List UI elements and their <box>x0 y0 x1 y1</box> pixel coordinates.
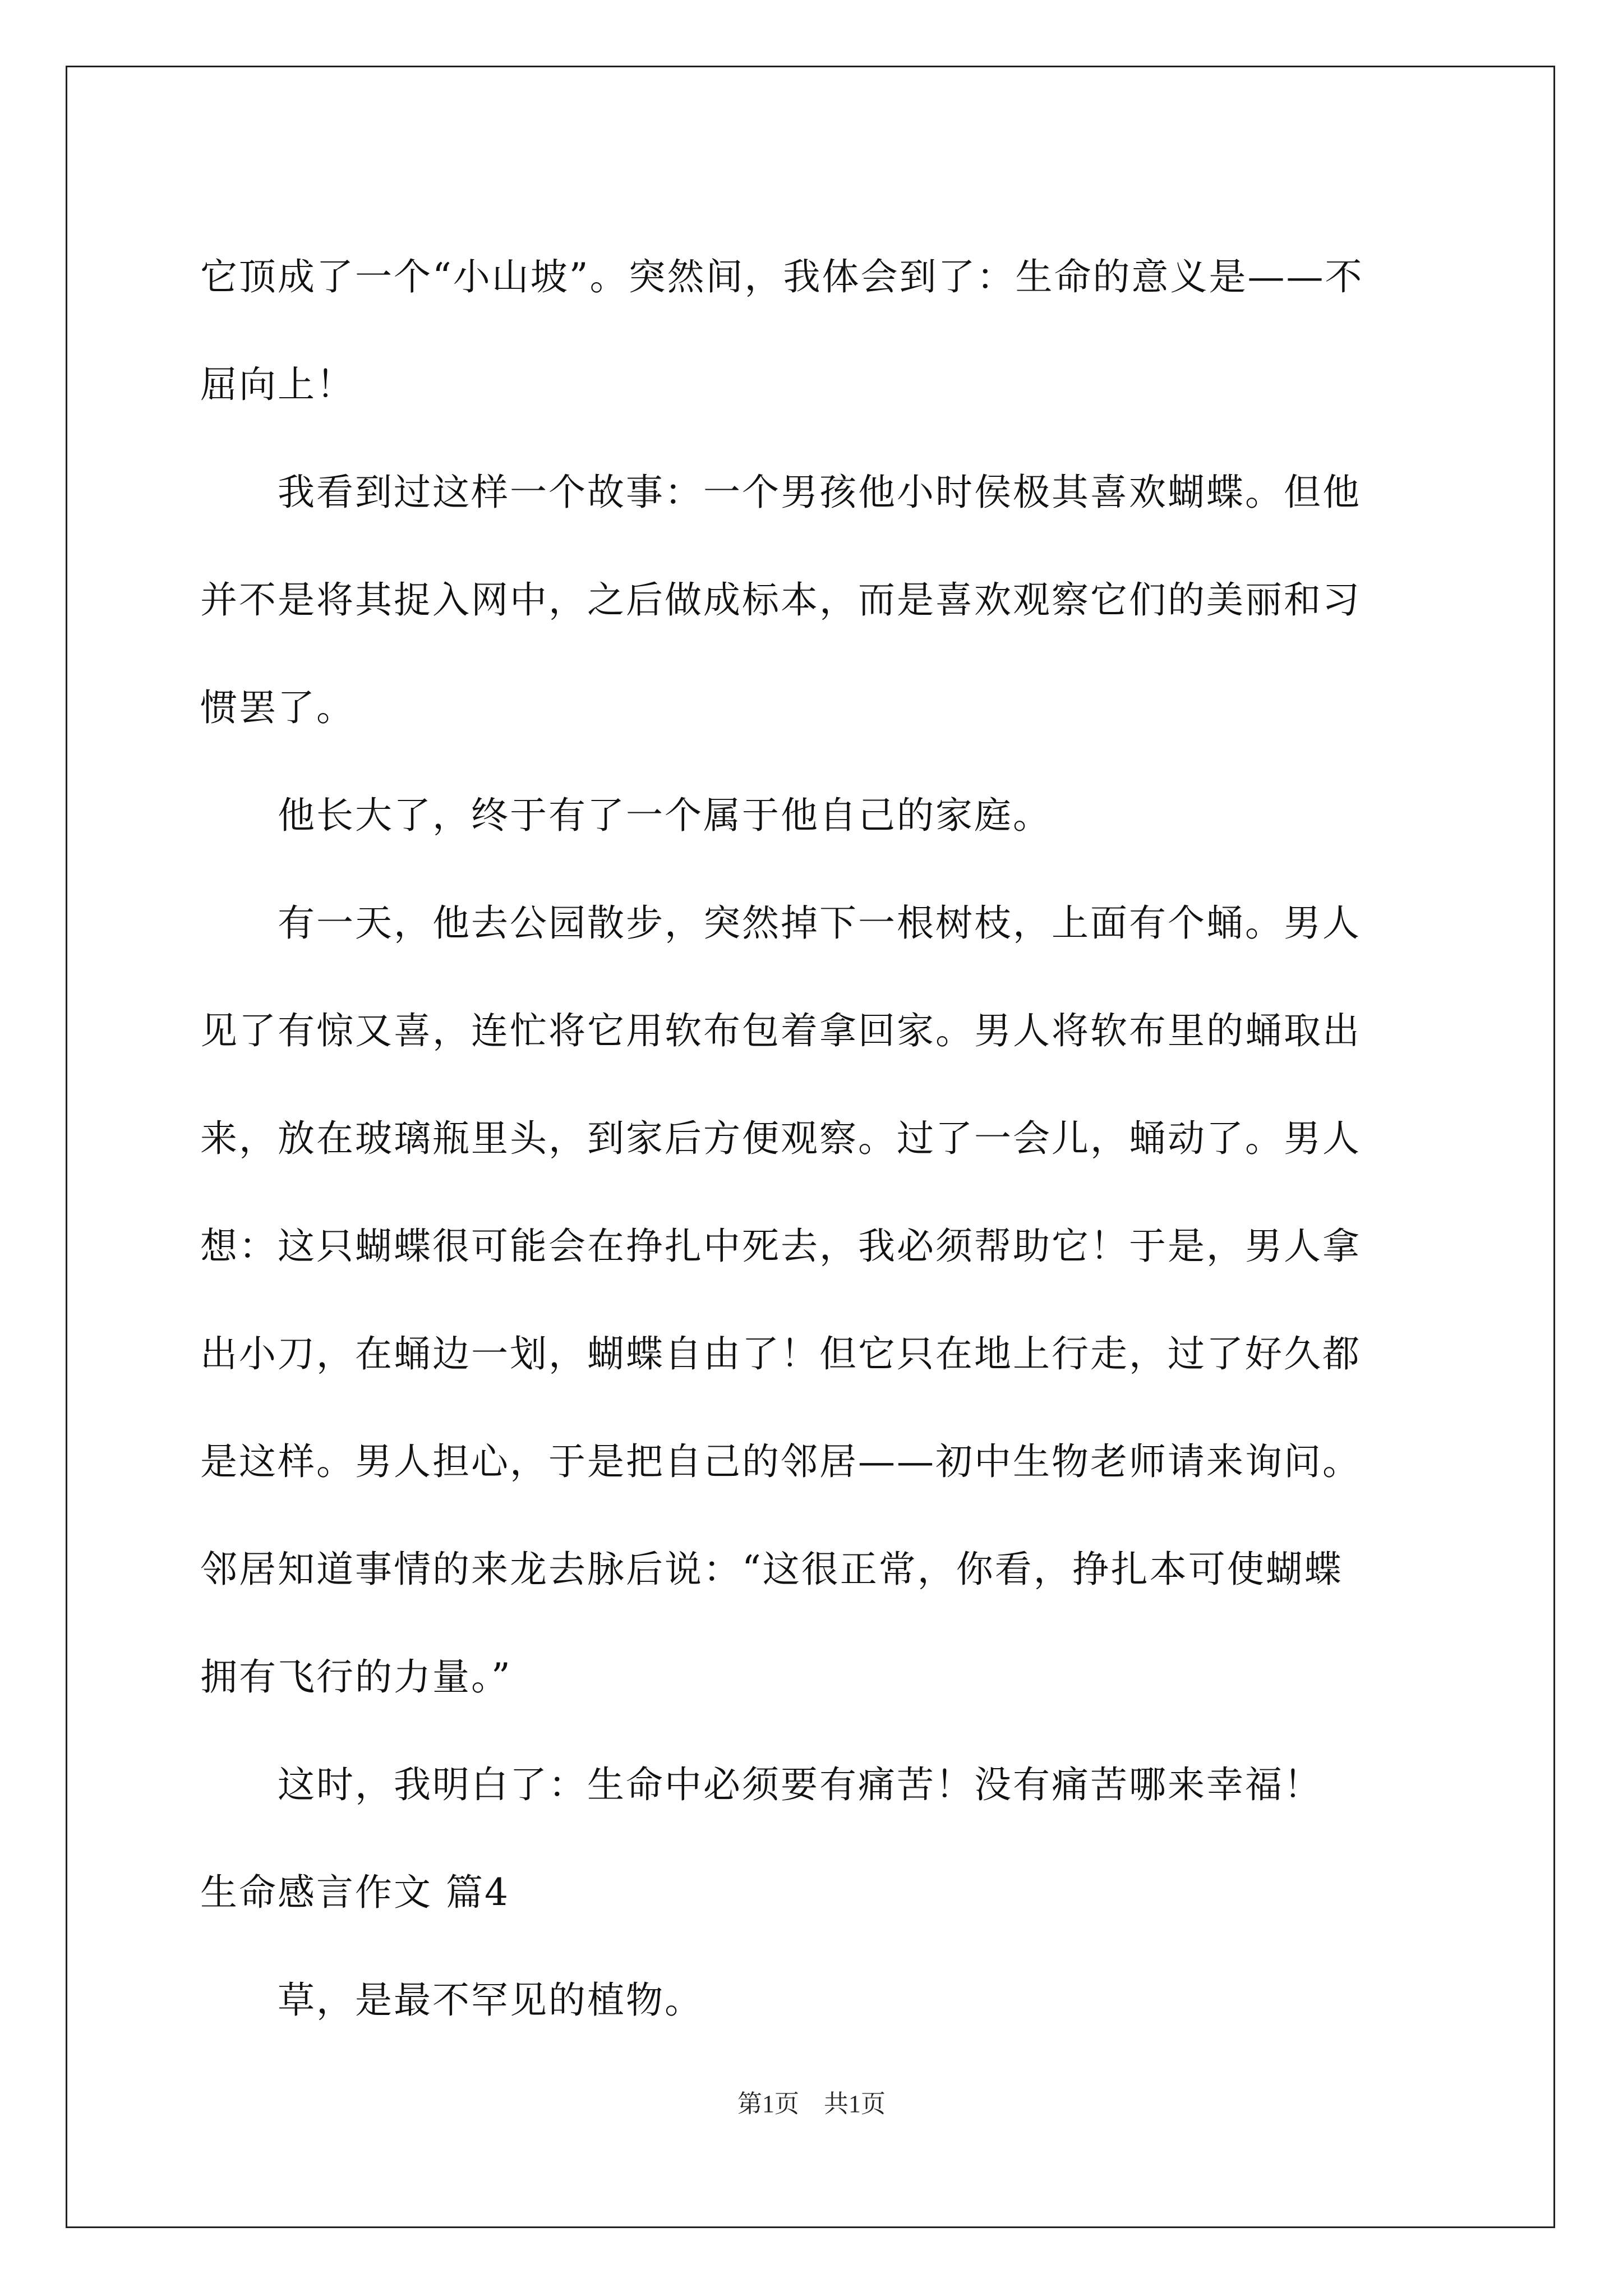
text-line: 惯罢了。 <box>200 686 355 729</box>
text-line: 我看到过这样一个故事：一个男孩他小时侯极其喜欢蝴蝶。但他 <box>200 471 1361 514</box>
text-line: 是这样。男人担心，于是把自己的邻居——初中生物老师请来询问。 <box>200 1440 1361 1483</box>
text-line: 出小刀，在蛹边一划，蝴蝶自由了！但它只在地上行走，过了好久都 <box>200 1332 1361 1375</box>
text-line: 有一天，他去公园散步，突然掉下一根树枝，上面有个蛹。男人 <box>200 901 1361 945</box>
section-heading: 生命感言作文 篇4 <box>200 1871 510 1914</box>
text-line: 他长大了，终于有了一个属于他自己的家庭。 <box>200 794 1052 837</box>
text-line: 拥有飞行的力量。” <box>200 1655 512 1699</box>
document-body <box>200 223 1428 2054</box>
text-line: 草，是最不罕见的植物。 <box>200 1978 703 2022</box>
text-line: 来，放在玻璃瓶里头，到家后方便观察。过了一会儿，蛹动了。男人 <box>200 1117 1361 1160</box>
text-line: 它顶成了一个“小山坡”。突然间，我体会到了：生命的意义是——不 <box>200 255 1364 298</box>
text-line: 屈向上！ <box>200 363 355 406</box>
text-line: 邻居知道事情的来龙去脉后说：“这很正常，你看，挣扎本可使蝴蝶 <box>200 1548 1343 1591</box>
text-line: 这时，我明白了：生命中必须要有痛苦！没有痛苦哪来幸福！ <box>200 1763 1322 1806</box>
text-line: 见了有惊又喜，连忙将它用软布包着拿回家。男人将软布里的蛹取出 <box>200 1009 1361 1052</box>
page-footer: 第1页 共1页 <box>737 2090 886 2118</box>
text-line: 并不是将其捉入网中，之后做成标本，而是喜欢观察它们的美丽和习 <box>200 578 1361 622</box>
text-line: 想：这只蝴蝶很可能会在挣扎中死去，我必须帮助它！于是，男人拿 <box>200 1225 1361 1268</box>
